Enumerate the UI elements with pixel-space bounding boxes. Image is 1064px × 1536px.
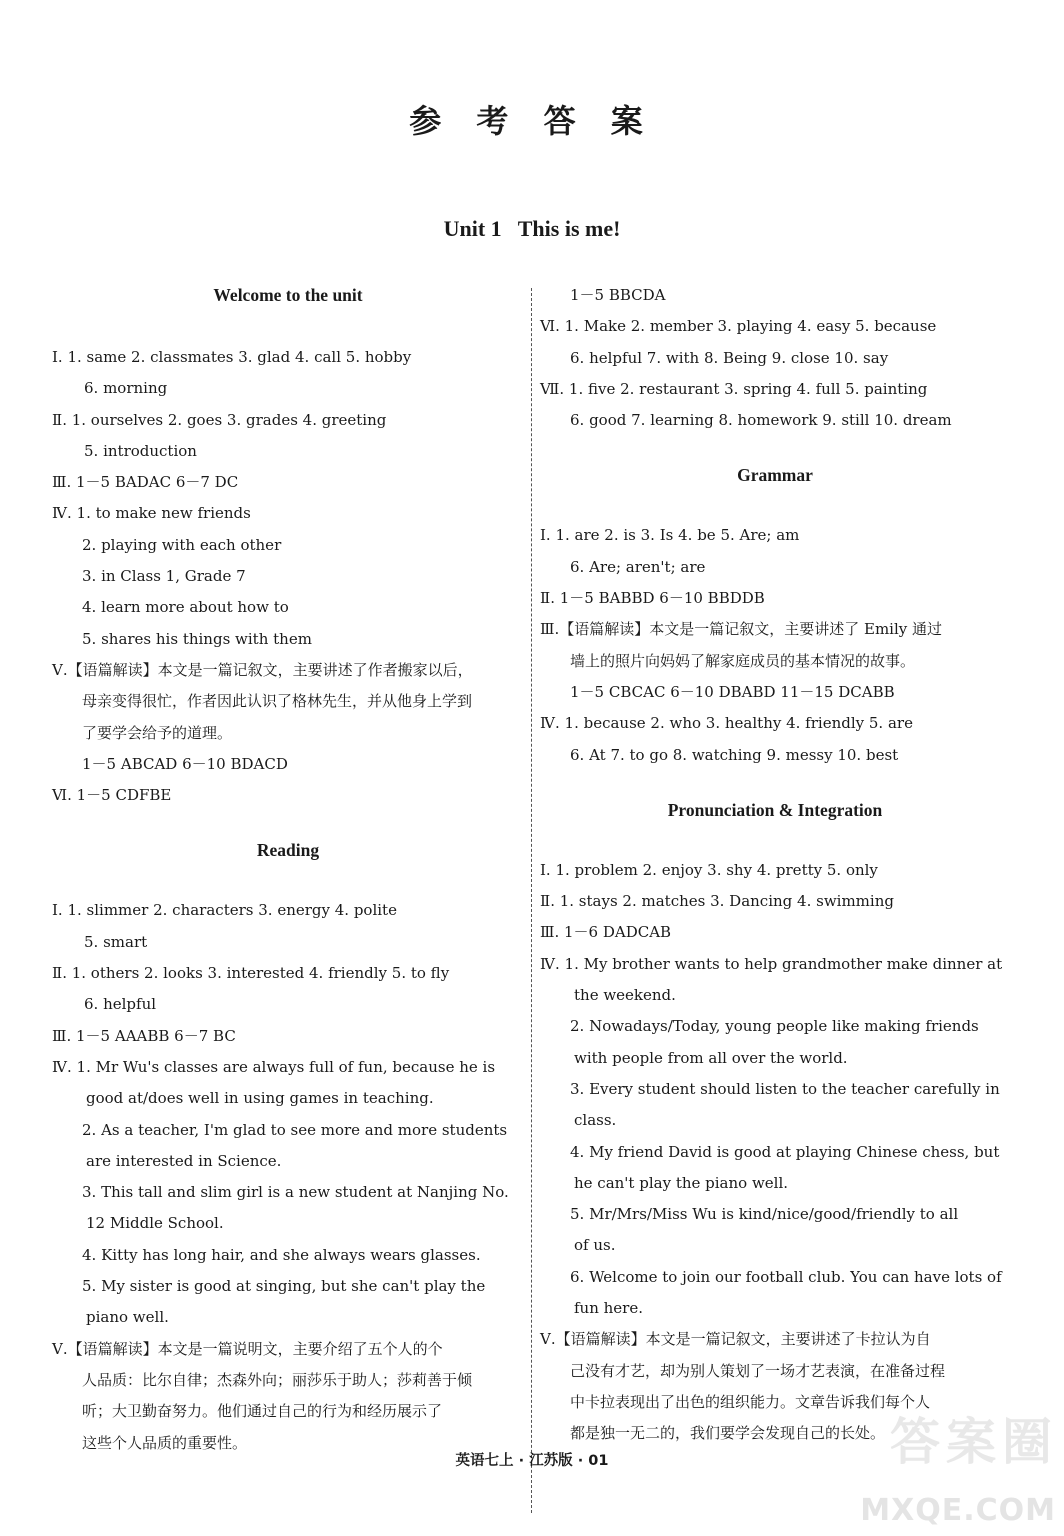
- answer-line: 1－5 ABCAD 6－10 BDACD: [82, 754, 288, 773]
- watermark-url: MXQE.COM: [860, 1493, 1056, 1528]
- answer-line: the weekend.: [574, 986, 676, 1005]
- answer-line: Ⅱ. 1. others 2. looks 3. interested 4. friendly 5. to fly: [52, 964, 450, 983]
- answer-line: Ⅴ.【语篇解读】本文是一篇记叙文，主要讲述了作者搬家以后，: [52, 660, 473, 679]
- section-heading: Pronunciation & Integration: [667, 799, 883, 820]
- answer-line: Ⅲ. 1－6 DADCAB: [540, 923, 672, 942]
- answer-line: Ⅱ. 1－5 BABBD 6－10 BBDDB: [540, 589, 765, 608]
- answer-line: 中卡拉表现出了出色的组织能力。文章告诉我们每个人: [570, 1392, 931, 1411]
- answer-line: 6. helpful: [84, 995, 157, 1014]
- answer-line: Ⅵ. 1－5 CDFBE: [52, 786, 172, 805]
- section-heading: Reading: [256, 840, 320, 861]
- section-grammar: [540, 460, 1010, 770]
- answer-line: 3. This tall and slim girl is a new student at Nanjing No.: [82, 1183, 509, 1202]
- answer-line: Ⅰ. 1. problem 2. enjoy 3. shy 4. pretty 5. only: [540, 860, 878, 879]
- answer-line: 己没有才艺，却为别人策划了一场才艺表演，在准备过程: [570, 1361, 946, 1380]
- answer-line: good at/does well in using games in teaching.: [86, 1089, 434, 1108]
- answer-line: 1－5 BBCDA: [570, 286, 666, 304]
- answer-line: 4. Kitty has long hair, and she always wears glasses.: [82, 1245, 481, 1264]
- answer-line: Ⅰ. 1. are 2. is 3. Is 4. be 5. Are; am: [540, 526, 800, 545]
- answer-line: Ⅶ. 1. five 2. restaurant 3. spring 4. full 5. painting: [540, 379, 928, 398]
- answer-line: of us.: [574, 1236, 616, 1255]
- answer-line: 2. playing with each other: [82, 535, 282, 554]
- answer-line: 12 Middle School.: [86, 1214, 224, 1233]
- column-divider: [531, 288, 532, 1513]
- answer-line: 了要学会给予的道理。: [82, 723, 233, 742]
- answer-line: 3. in Class 1, Grade 7: [82, 567, 246, 586]
- section-heading: Grammar: [737, 465, 813, 486]
- page-footer: 英语七上 · 江苏版 · 01: [455, 1453, 609, 1469]
- answer-line: Ⅲ.【语篇解读】本文是一篇记叙文，主要讲述了 Emily 通过: [540, 620, 943, 639]
- answer-line: he can't play the piano well.: [574, 1173, 789, 1192]
- left-column: [52, 280, 524, 1459]
- section-pronunciation: [540, 795, 1010, 1450]
- answer-line: Ⅲ. 1－5 BADAC 6－7 DC: [52, 473, 239, 492]
- answer-line: class.: [574, 1111, 617, 1130]
- answer-line: 2. As a teacher, I'm glad to see more and more students: [82, 1120, 508, 1139]
- right-column: [540, 280, 1010, 1450]
- answer-line: 4. learn more about how to: [82, 598, 289, 617]
- answer-line: 1－5 CBCAC 6－10 DBABD 11－15 DCABB: [570, 682, 895, 701]
- answer-line: 5. introduction: [84, 441, 197, 460]
- answer-line: Ⅰ. 1. same 2. classmates 3. glad 4. call 5. hobby: [52, 348, 412, 366]
- answer-line: 2. Nowadays/Today, young people like making friends: [570, 1017, 979, 1036]
- unit-title: Unit 1 This is me!: [443, 216, 621, 241]
- answer-line: with people from all over the world.: [574, 1048, 848, 1067]
- section-continued: [540, 280, 1010, 436]
- answer-line: are interested in Science.: [86, 1151, 282, 1170]
- watermark-logo: 答案圈: [890, 1413, 1058, 1471]
- answer-line: 6. morning: [84, 379, 168, 398]
- answer-line: 人品质：比尔自律；杰森外向；丽莎乐于助人；莎莉善于倾: [82, 1370, 473, 1389]
- answer-line: 听；大卫勤奋努力。他们通过自己的行为和经历展示了: [82, 1402, 443, 1421]
- section-welcome: [52, 280, 524, 811]
- answer-line: 4. My friend David is good at playing Chinese chess, but: [570, 1142, 1000, 1161]
- answer-line: 6. good 7. learning 8. homework 9. still 10. dream: [570, 411, 952, 430]
- answer-line: fun here.: [574, 1299, 643, 1318]
- answer-line: 6. Are; aren't; are: [570, 557, 706, 576]
- answer-line: Ⅴ.【语篇解读】本文是一篇说明文，主要介绍了五个人的个: [52, 1339, 443, 1358]
- answer-line: 3. Every student should listen to the teacher carefully in: [570, 1079, 1000, 1098]
- answer-line: 5. smart: [84, 932, 148, 951]
- answer-line: Ⅳ. 1. My brother wants to help grandmother make dinner at: [540, 954, 1003, 973]
- answer-line: 5. My sister is good at singing, but she can't play the: [82, 1277, 486, 1296]
- answer-line: Ⅱ. 1. stays 2. matches 3. Dancing 4. swimming: [540, 892, 894, 911]
- answer-line: 6. Welcome to join our football club. You can have lots of: [570, 1267, 1002, 1286]
- answer-line: 都是独一无二的，我们要学会发现自己的长处。: [570, 1424, 886, 1443]
- answer-line: 6. helpful 7. with 8. Being 9. close 10. say: [570, 348, 889, 367]
- answer-line: 5. Mr/Mrs/Miss Wu is kind/nice/good/friendly to all: [570, 1205, 959, 1224]
- answer-line: 母亲变得很忙，作者因此认识了格林先生，并从他身上学到: [82, 692, 473, 711]
- section-reading: [52, 835, 524, 1458]
- answer-line: Ⅴ.【语篇解读】本文是一篇记叙文，主要讲述了卡拉认为自: [540, 1330, 931, 1349]
- answer-line: Ⅵ. 1. Make 2. member 3. playing 4. easy 5. because: [540, 317, 937, 336]
- answer-line: Ⅳ. 1. because 2. who 3. healthy 4. friendly 5. are: [540, 714, 913, 733]
- page-title: 参 考 答 案: [409, 102, 655, 140]
- answer-line: Ⅰ. 1. slimmer 2. characters 3. energy 4. polite: [52, 901, 397, 920]
- answer-line: Ⅲ. 1－5 AAABB 6－7 BC: [52, 1026, 236, 1045]
- section-heading: Welcome to the unit: [213, 285, 363, 305]
- answer-line: 墙上的照片向妈妈了解家庭成员的基本情况的故事。: [570, 651, 916, 670]
- answer-line: Ⅱ. 1. ourselves 2. goes 3. grades 4. greeting: [52, 410, 387, 429]
- answer-line: 这些个人品质的重要性。: [82, 1433, 248, 1452]
- answer-line: Ⅳ. 1. to make new friends: [52, 504, 251, 523]
- answer-line: 6. At 7. to go 8. watching 9. messy 10. best: [570, 745, 899, 764]
- answer-line: 5. shares his things with them: [82, 629, 312, 648]
- answer-line: Ⅳ. 1. Mr Wu's classes are always full of fun, because he is: [52, 1057, 496, 1076]
- answer-line: piano well.: [86, 1308, 169, 1327]
